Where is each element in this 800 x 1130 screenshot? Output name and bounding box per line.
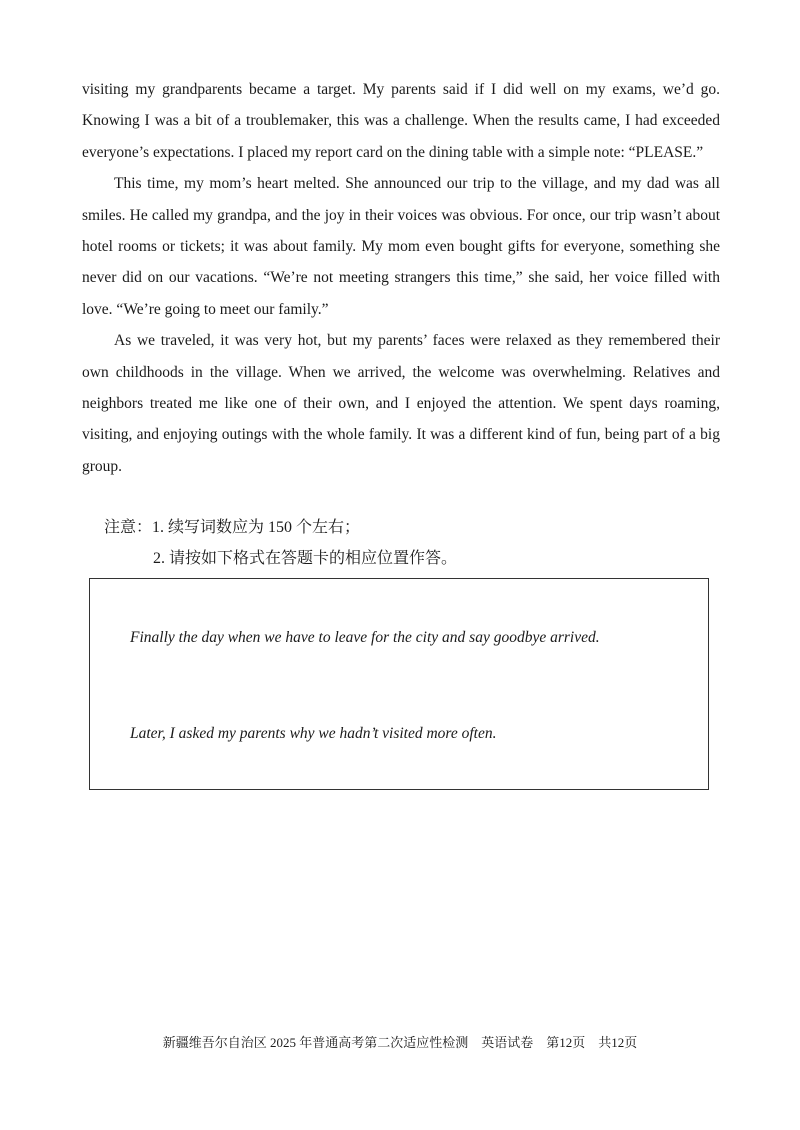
instruction-1: 注意：1. 续写词数应为 150 个左右； [104, 519, 361, 536]
answer-box [89, 578, 709, 790]
instruction-2: 2. 请按如下格式在答题卡的相应位置作答。 [153, 550, 458, 567]
continuation-prompt-1: Finally the day when we have to leave for the city and say goodbye arrived. [130, 629, 600, 646]
paragraph-3: As we traveled, it was very hot, but my parents’ faces were relaxed as they remembered their own childhoods in the village. When we arrived, the welcome was overwhelming. Relatives and neighbors treated me like one of their own, and I enjoyed the attention. We spent days roaming, visiting, and enjoying outings with the whole family. It was a different kind of fun, being part of a big group. [82, 332, 720, 475]
paragraph-1: visiting my grandparents became a target. My parents said if I did well on my exams, we’d go. Knowing I was a bit of a troublemaker, this was a challenge. When the results came, I had exceeded everyone’s expectations. I placed my report card on the dining table with a simple note: “PLEASE.” [82, 81, 720, 161]
paragraph-2: This time, my mom’s heart melted. She announced our trip to the village, and my dad was all smiles. He called my grandpa, and the joy in their voices was obvious. For once, our trip wasn’t about hotel rooms or tickets; it was about family. My mom even bought gifts for everyone, something she never did on our vacations. “We’re not meeting strangers this time,” she said, her voice filled with love. “We’re going to meet our family.” [82, 175, 720, 318]
continuation-prompt-2: Later, I asked my parents why we hadn’t visited more often. [130, 725, 497, 742]
instructions [104, 512, 457, 574]
page-footer: 新疆维吾尔自治区 2025 年普通高考第二次适应性检测 英语试卷 第12页 共12页 [162, 1035, 638, 1050]
story-text [82, 74, 720, 482]
